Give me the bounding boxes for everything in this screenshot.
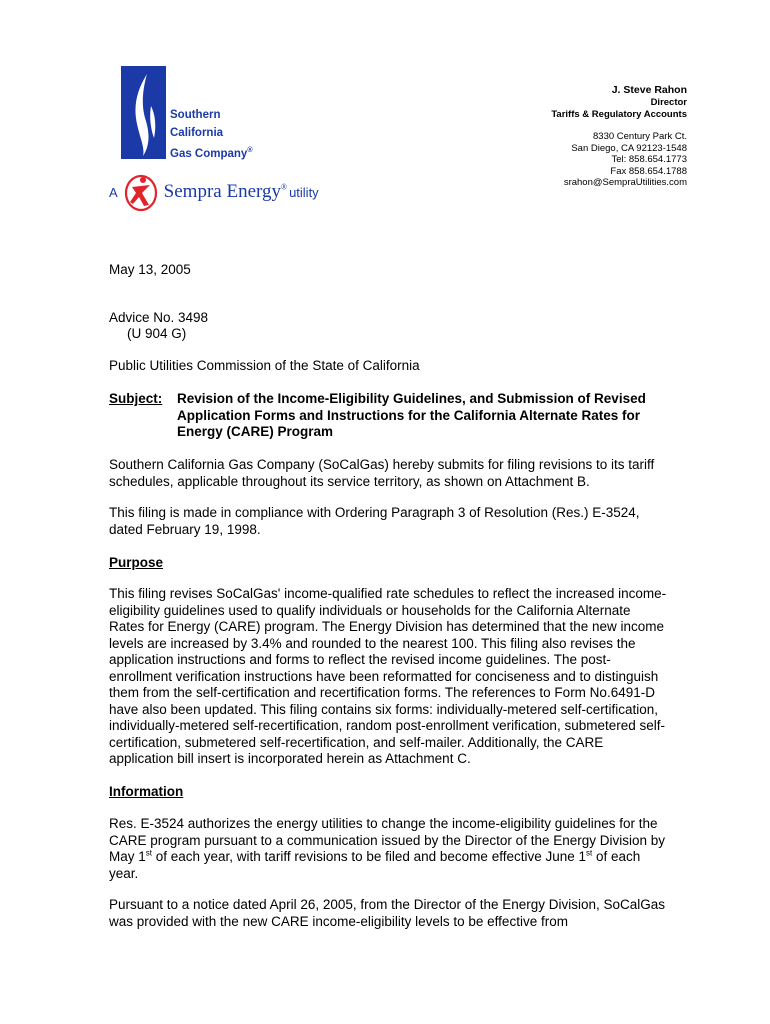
sender-name: J. Steve Rahon <box>611 84 687 96</box>
letter-date: May 13, 2005 <box>109 262 191 277</box>
logo-line-3: Gas Company® <box>170 147 253 160</box>
addressee: Public Utilities Commission of the State of California <box>109 358 420 373</box>
information-heading: Information <box>109 784 184 799</box>
purpose-heading: Purpose <box>109 555 164 570</box>
address-line-2: San Diego, CA 92123-1548 <box>571 142 687 154</box>
tagline-prefix: A <box>109 184 118 200</box>
advice-number: Advice No. 3498 <box>109 310 209 325</box>
sender-title-line-2: Tariffs & Regulatory Accounts <box>551 108 687 120</box>
sender-title <box>551 97 687 120</box>
compliance-paragraph: This filing is made in compliance with Ordering Paragraph 3 of Resolution (Res.) E-3524, dated February 19, 1998. <box>109 505 640 537</box>
tagline-suffix: utility <box>289 184 319 200</box>
company-name-logo <box>170 106 253 163</box>
sempra-figure-icon <box>122 171 160 213</box>
logo-line-2: California <box>170 127 224 139</box>
subject-text: Revision of the Income-Eligibility Guidelines, and Submission of Revised Application Forms and Instructions for the California Alternate Rates for Energy (CARE) Program <box>177 391 646 439</box>
purpose-paragraph: This filing revises SoCalGas' income-qualified rate schedules to reflect the increased income-eligibility guidelines used to qualify individuals or households for the California Alternate Rates for Energy (CARE) program. The Energy Division has determined that the new income levels are increased by 3.4% and rounded to the nearest 100. This filing also revises the application instructions and forms to reflect the revised income guidelines. The post-enrollment verification instructions have been reformatted for conciseness and to distinguish them from the self-certification and recertification forms. The references to Form No.6491-D have also been updated. This filing contains six forms: individually-metered self-certification, individually-metered self-recertification, random post-enrollment verification, submetered self-certification, submetered self-recertification, and self-mailer. Additionally, the CARE application bill insert is incorporated herein as Attachment C. <box>109 586 667 766</box>
information-paragraph: Res. E-3524 authorizes the energy utilities to change the income-eligibility guidelines for the CARE program pursuant to a communication issued by the Director of the Energy Division by May 1st of each year, with tariff revisions to be filed and become effective June 1st of each year. <box>109 816 666 881</box>
company-logo-mark <box>121 66 166 159</box>
fax: Fax 858.654.1788 <box>610 165 687 177</box>
address-line-1: 8330 Century Park Ct. <box>593 131 687 142</box>
tagline-brand: Sempra Energy® <box>163 181 288 202</box>
phone: Tel: 858.654.1773 <box>611 154 687 165</box>
flame-icon <box>121 66 166 159</box>
subject-label: Subject: <box>109 391 163 406</box>
logo-line-1: Southern <box>170 109 221 121</box>
email: srahon@SempraUtilities.com <box>563 177 687 188</box>
intro-paragraph: Southern California Gas Company (SoCalGas) hereby submits for filing revisions to its tariff schedules, applicable throughout its service territory, as shown on Attachment B. <box>109 457 655 489</box>
sempra-tagline <box>109 170 319 214</box>
pursuant-paragraph: Pursuant to a notice dated April 26, 2005, from the Director of the Energy Division, SoCalGas was provided with the new CARE income-eligibility levels to be effective from <box>109 897 666 929</box>
sender-contact <box>564 131 687 189</box>
sender-title-line-1: Director <box>650 97 687 108</box>
advice-utility-code: (U 904 G) <box>127 326 187 341</box>
